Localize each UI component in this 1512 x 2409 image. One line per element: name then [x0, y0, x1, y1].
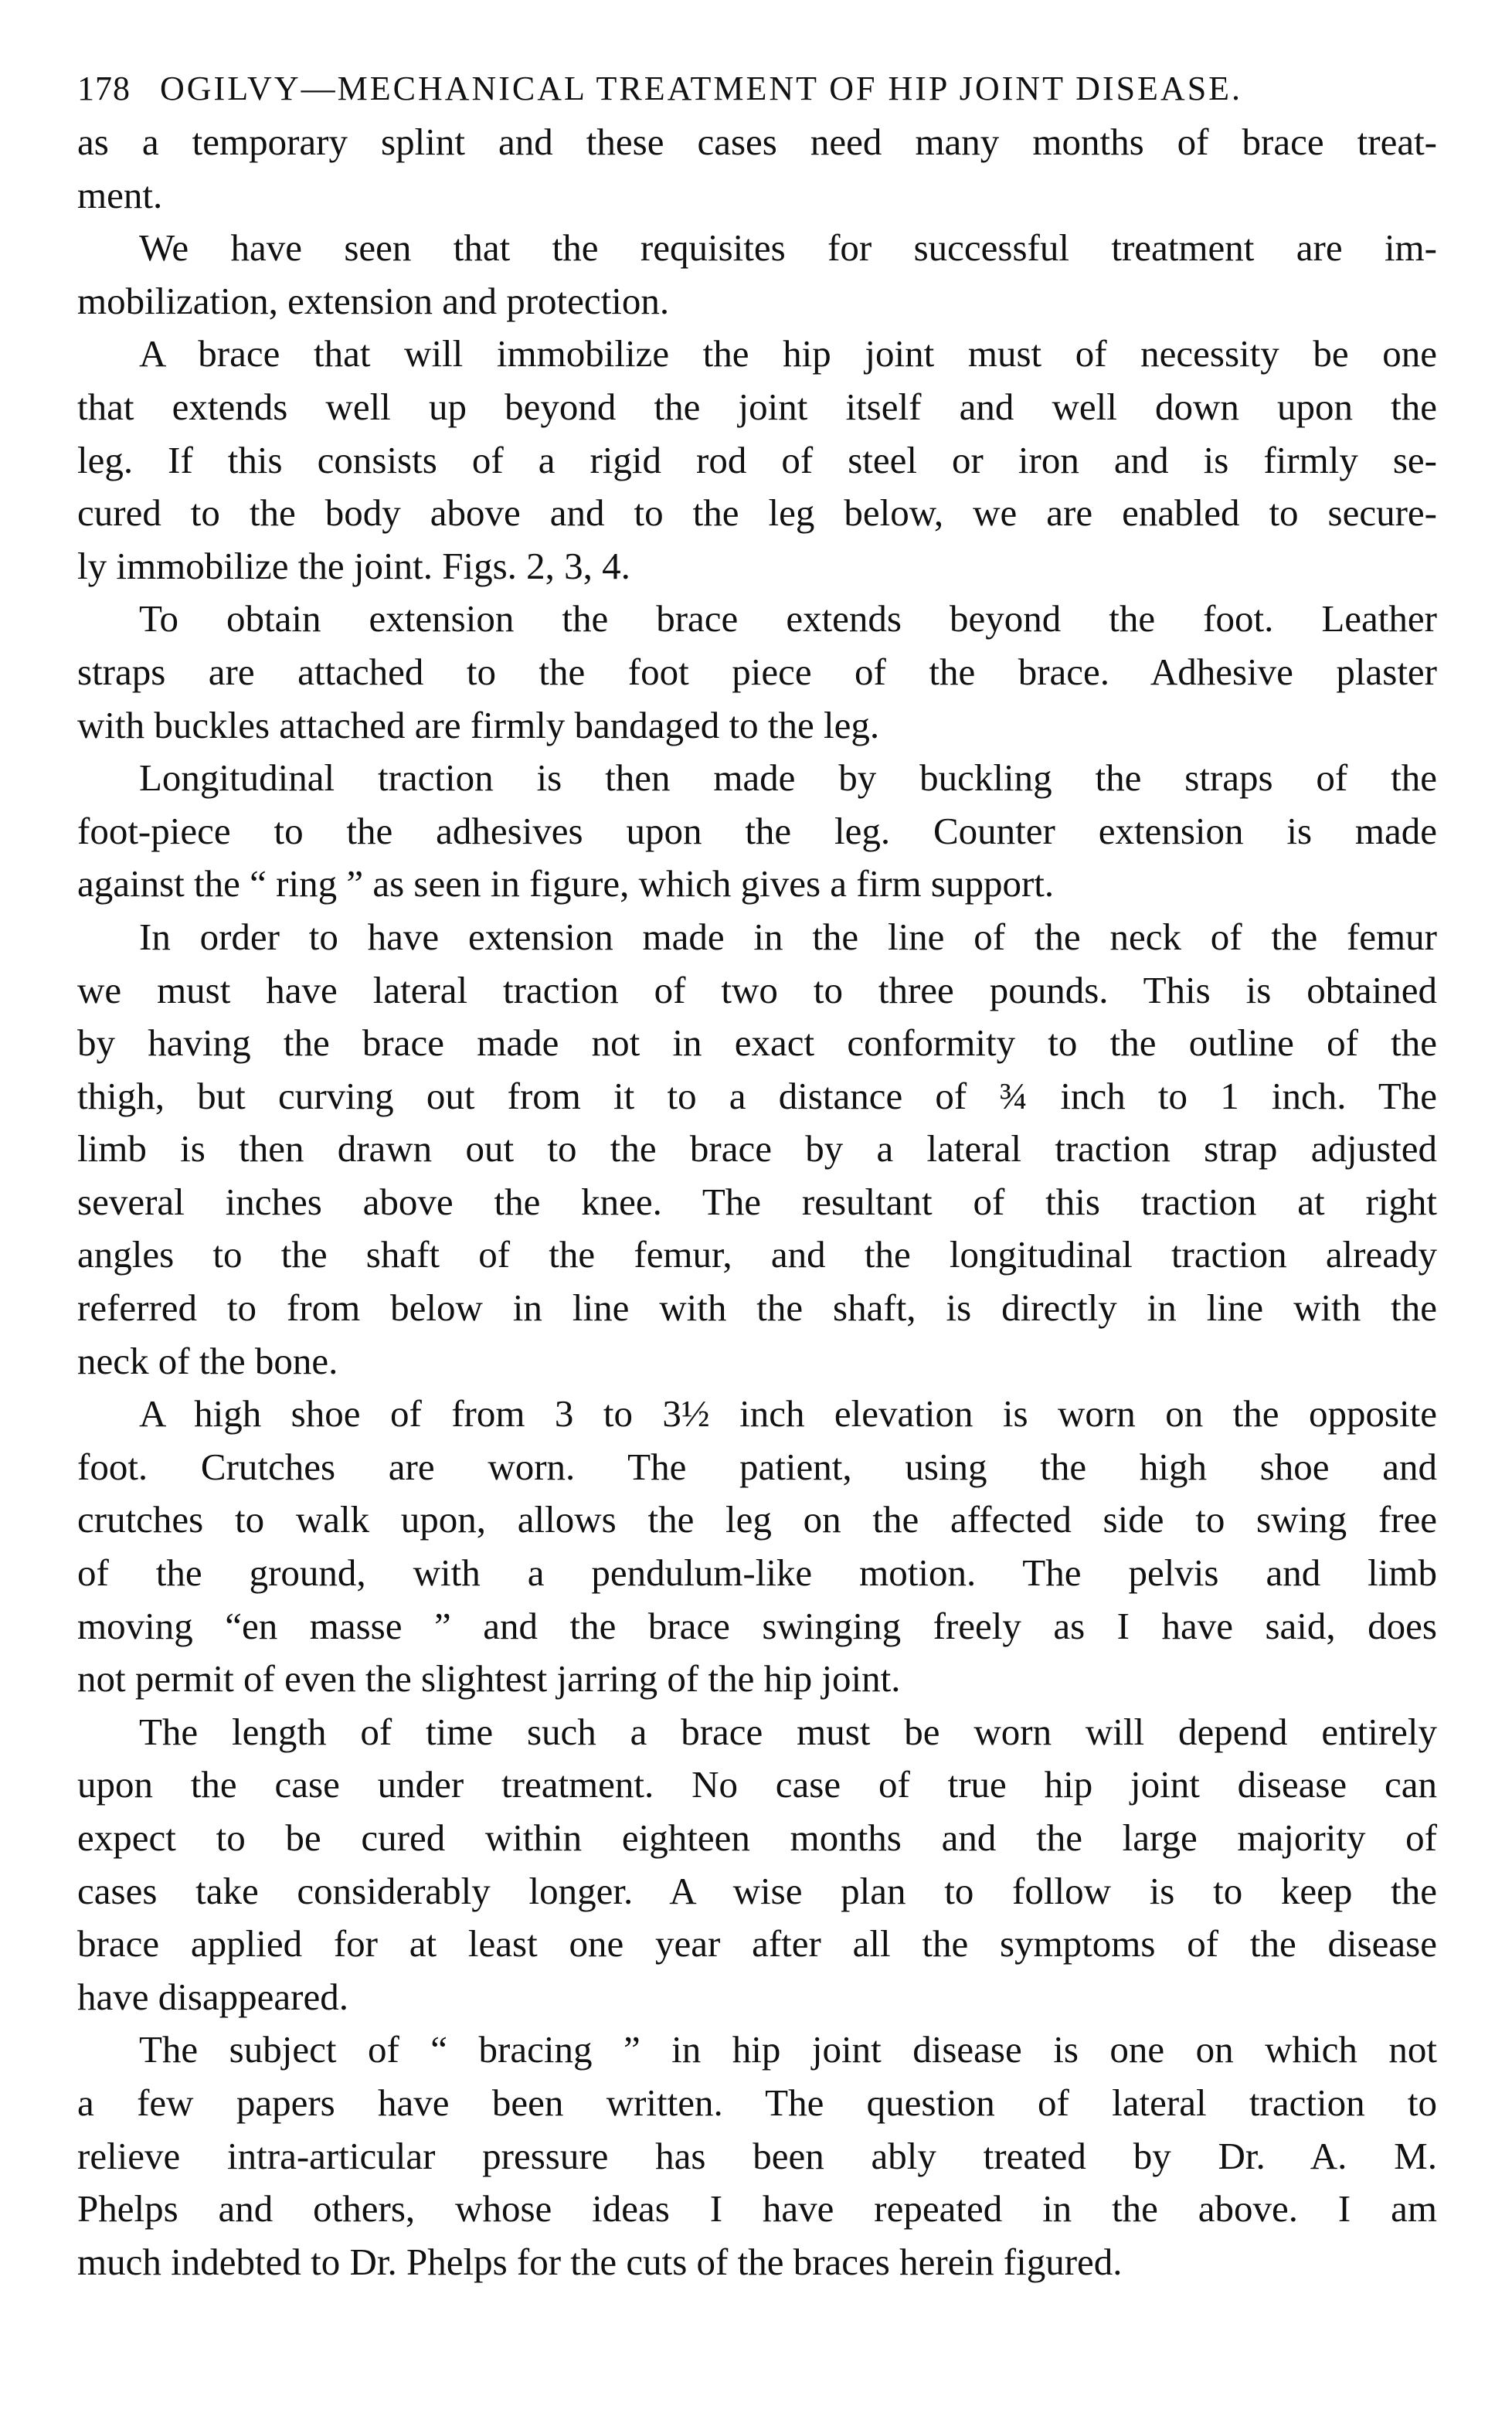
text-line: cases take considerably longer. A wise plan to follow is to keep the [77, 1869, 1437, 1912]
paragraph [77, 328, 1437, 593]
paragraph [77, 222, 1437, 328]
text-line: with buckles attached are firmly bandaged to the leg. [77, 703, 880, 746]
paragraph [77, 1388, 1437, 1706]
text-line: The length of time such a brace must be worn will depend entirely [139, 1710, 1437, 1753]
text-line: several inches above the knee. The resultant of this traction at right [77, 1180, 1437, 1223]
text-line: To obtain extension the brace extends beyond the foot. Leather [139, 597, 1437, 640]
text-line: much indebted to Dr. Phelps for the cuts of the braces herein figured. [77, 2240, 1123, 2283]
text-line: as a temporary splint and these cases need many months of brace treat- [77, 121, 1437, 163]
text-line: The subject of “ bracing ” in hip joint disease is one on which not [139, 2028, 1437, 2071]
text-line: of the ground, with a pendulum-like motion. The pelvis and limb [77, 1551, 1437, 1595]
paragraph [77, 1706, 1437, 2024]
text-line: crutches to walk upon, allows the leg on the affected side to swing free [77, 1498, 1437, 1541]
text-line: ment. [77, 173, 163, 216]
text-line: we must have lateral traction of two to three pounds. This is obtained [77, 968, 1437, 1011]
page [77, 62, 1437, 2288]
text-line: In order to have extension made in the line of the neck of the femur [139, 915, 1437, 958]
text-line: We have seen that the requisites for successful treatment are im- [139, 226, 1437, 270]
text-line: that extends well up beyond the joint itself and well down upon the [77, 385, 1437, 428]
text-line: moving “en masse ” and the brace swinging freely as I have said, does [77, 1604, 1437, 1647]
paragraph [77, 2023, 1437, 2288]
text-line: Longitudinal traction is then made by buckling the straps of the [139, 756, 1437, 800]
text-line: cured to the body above and to the leg below, we are enabled to secure- [77, 491, 1437, 535]
running-header [77, 62, 1437, 116]
text-line: Phelps and others, whose ideas I have repeated in the above. I am [77, 2187, 1437, 2231]
text-line: relieve intra-articular pressure has been ably treated by Dr. A. M. [77, 2134, 1437, 2177]
text-line: brace applied for at least one year after all the symptoms of the disease [77, 1922, 1437, 1966]
text-line: thigh, but curving out from it to a distance of ¾ inch to 1 inch. The [77, 1074, 1437, 1117]
text-line: angles to the shaft of the femur, and the longitudinal traction already [77, 1233, 1437, 1276]
text-line: referred to from below in line with the shaft, is directly in line with the [77, 1286, 1437, 1330]
text-line: leg. If this consists of a rigid rod of steel or iron and is firmly se- [77, 438, 1437, 481]
text-line: foot-piece to the adhesives upon the leg. Counter extension is made [77, 809, 1437, 852]
text-line: mobilization, extension and protection. [77, 279, 670, 322]
body-text [77, 116, 1437, 2288]
text-line: upon the case under treatment. No case of true hip joint disease can [77, 1763, 1437, 1806]
page-number: 178 [77, 70, 131, 107]
text-line: straps are attached to the foot piece of the brace. Adhesive plaster [77, 650, 1437, 693]
text-line: not permit of even the slightest jarring of the hip joint. [77, 1657, 901, 1701]
paragraph [77, 116, 1437, 222]
text-line: A high shoe of from 3 to 3½ inch elevation is worn on the opposite [139, 1392, 1437, 1436]
text-line: a few papers have been written. The question of lateral traction to [77, 2081, 1437, 2124]
text-line: ly immobilize the joint. Figs. 2, 3, 4. [77, 544, 630, 587]
text-line: A brace that will immobilize the hip joint must of necessity be one [139, 332, 1437, 375]
paragraph [77, 752, 1437, 911]
text-line: by having the brace made not in exact conformity to the outline of the [77, 1021, 1437, 1065]
text-line: expect to be cured within eighteen months and the large majority of [77, 1816, 1437, 1859]
text-line: against the “ ring ” as seen in figure, which gives a firm support. [77, 862, 1055, 905]
paragraph [77, 593, 1437, 752]
text-line: neck of the bone. [77, 1339, 338, 1382]
text-line: limb is then drawn out to the brace by a lateral traction strap adjusted [77, 1127, 1437, 1171]
text-line: foot. Crutches are worn. The patient, using the high shoe and [77, 1445, 1437, 1488]
paragraph [77, 911, 1437, 1388]
running-head-title: OGILVY—MECHANICAL TREATMENT OF HIP JOINT DISEASE. [160, 70, 1243, 107]
text-line: have disappeared. [77, 1975, 348, 2018]
